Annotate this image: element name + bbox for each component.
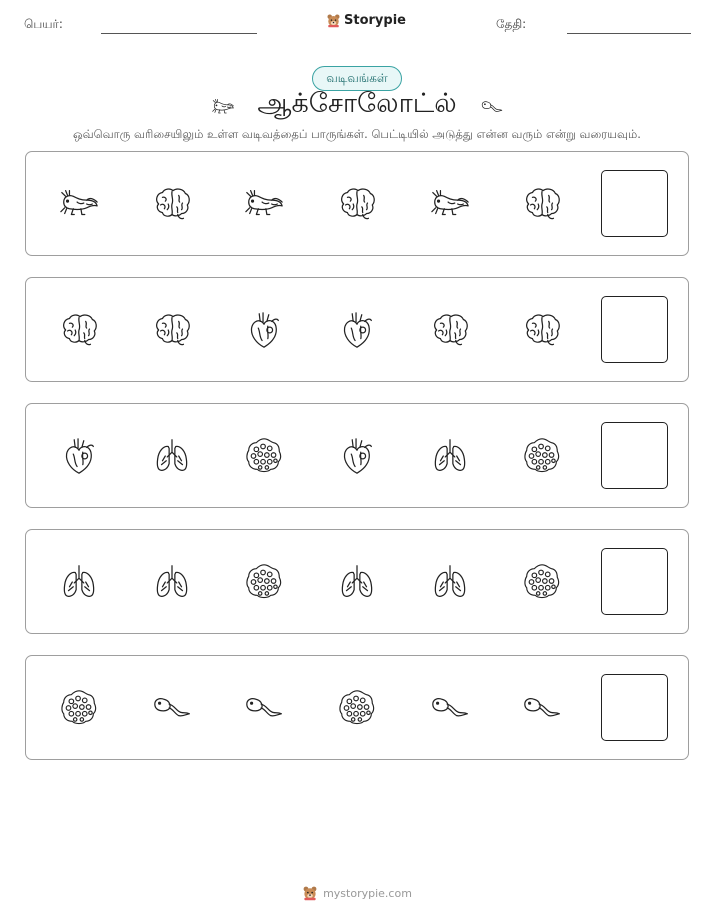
tadpole-icon — [243, 687, 285, 729]
pattern-row — [25, 277, 689, 382]
axolotl-icon — [58, 183, 100, 225]
brain-icon — [58, 309, 100, 351]
bear-icon — [326, 13, 341, 28]
brain-icon — [151, 309, 193, 351]
lungs-icon — [336, 561, 378, 603]
brain-icon — [429, 309, 471, 351]
heart-icon — [58, 435, 100, 477]
answer-box[interactable] — [601, 674, 668, 741]
bear-icon — [302, 885, 318, 901]
pattern-row — [25, 151, 689, 256]
lungs-icon — [429, 435, 471, 477]
axolotl-icon — [243, 183, 285, 225]
lungs-icon — [151, 435, 193, 477]
brain-icon — [521, 309, 563, 351]
heart-icon — [336, 309, 378, 351]
answer-box[interactable] — [601, 296, 668, 363]
worksheet-title: ஆக்சோலோட்ல் — [257, 88, 457, 119]
brand-name: Storypie — [344, 13, 406, 28]
tadpole-icon — [429, 687, 471, 729]
axolotl-icon — [429, 183, 471, 225]
date-line[interactable] — [567, 33, 691, 34]
storypie-logo — [326, 13, 406, 28]
egg-cluster-icon — [521, 435, 563, 477]
egg-cluster-icon — [243, 435, 285, 477]
category-badge: வடிவங்கள் — [312, 66, 402, 91]
tadpole-icon — [476, 95, 508, 119]
brain-icon — [521, 183, 563, 225]
lungs-icon — [151, 561, 193, 603]
tadpole-icon — [151, 687, 193, 729]
answer-box[interactable] — [601, 422, 668, 489]
egg-cluster-icon — [336, 687, 378, 729]
name-label: பெயர்: — [24, 17, 63, 31]
heart-icon — [336, 435, 378, 477]
pattern-row — [25, 655, 689, 760]
tadpole-icon — [521, 687, 563, 729]
pattern-row — [25, 529, 689, 634]
egg-cluster-icon — [58, 687, 100, 729]
pattern-row — [25, 403, 689, 508]
brain-icon — [151, 183, 193, 225]
instructions: ஒவ்வொரு வரிசையிலும் உள்ள வடிவத்தைப் பாருங்கள். பெட்டியில் அடுத்து என்ன வரும் என்று வரையவும். — [73, 127, 641, 141]
answer-box[interactable] — [601, 170, 668, 237]
egg-cluster-icon — [521, 561, 563, 603]
footer — [0, 885, 714, 901]
egg-cluster-icon — [243, 561, 285, 603]
footer-url: mystorypie.com — [323, 886, 412, 900]
date-label: தேதி: — [496, 17, 527, 31]
name-line[interactable] — [101, 33, 257, 34]
heart-icon — [243, 309, 285, 351]
brain-icon — [336, 183, 378, 225]
answer-box[interactable] — [601, 548, 668, 615]
lungs-icon — [429, 561, 471, 603]
lungs-icon — [58, 561, 100, 603]
